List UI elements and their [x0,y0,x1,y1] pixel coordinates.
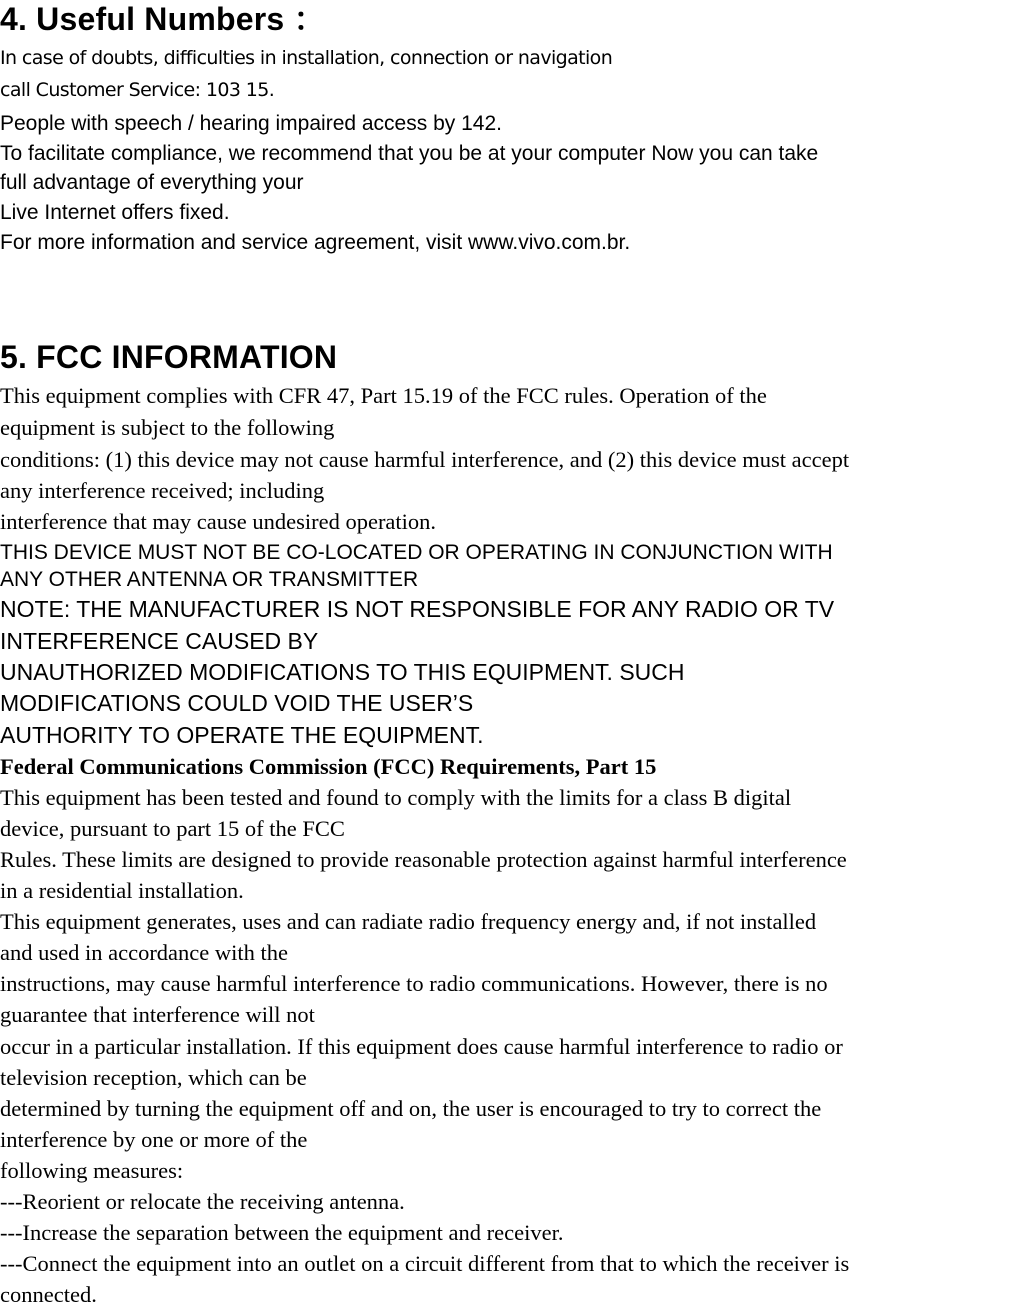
body-line: any interference received; including [0,478,325,503]
colocation-warning-line: THIS DEVICE MUST NOT BE CO-LOCATED OR OPERATING IN CONJUNCTION WITH [0,541,833,564]
body-line: equipment is subject to the following [0,415,335,440]
body-line: and used in accordance with the [0,940,289,965]
body-line: To facilitate compliance, we recommend that you be at your computer Now you can take [0,142,819,165]
body-line: This equipment has been tested and found to comply with the limits for a class B digital [0,785,792,810]
body-line: connected. [0,1282,97,1304]
body-line: in a residential installation. [0,878,244,903]
body-line: call Customer Service: 103 15. [0,79,275,101]
body-line: occur in a particular installation. If this equipment does cause harmful interference to radio or [0,1034,843,1059]
body-line: People with speech / hearing impaired access by 142. [0,112,502,135]
measure-item: ---Connect the equipment into an outlet on a circuit different from that to which the receiver is [0,1251,850,1276]
body-line: following measures: [0,1158,184,1183]
body-line: full advantage of everything your [0,171,304,194]
fcc-requirements-heading: Federal Communications Commission (FCC) Requirements, Part 15 [0,754,657,779]
measure-item: ---Increase the separation between the equipment and receiver. [0,1220,564,1245]
colocation-warning-line: ANY OTHER ANTENNA OR TRANSMITTER [0,568,419,591]
body-line: For more information and service agreement, visit www.vivo.com.br. [0,231,631,254]
body-line: instructions, may cause harmful interference to radio communications. However, there is no [0,971,828,996]
body-line: This equipment complies with CFR 47, Part 15.19 of the FCC rules. Operation of the [0,383,767,408]
body-line: This equipment generates, uses and can radiate radio frequency energy and, if not installed [0,909,817,934]
body-line: guarantee that interference will not [0,1002,315,1027]
body-line: interference that may cause undesired operation. [0,509,437,534]
body-line: television reception, which can be [0,1065,307,1090]
body-line: interference by one or more of the [0,1127,308,1152]
body-line: device, pursuant to part 15 of the FCC [0,816,345,841]
body-line: determined by turning the equipment off and on, the user is encouraged to try to correct the [0,1096,822,1121]
section-5-heading: 5. FCC INFORMATION [0,339,338,375]
manufacturer-note-line: NOTE: THE MANUFACTURER IS NOT RESPONSIBLE FOR ANY RADIO OR TV [0,596,835,622]
measure-item: ---Reorient or relocate the receiving antenna. [0,1189,405,1214]
section-4-heading: 4. Useful Numbers ： [0,1,326,37]
manufacturer-note-line: MODIFICATIONS COULD VOID THE USER’S [0,690,474,716]
manufacturer-note-line: UNAUTHORIZED MODIFICATIONS TO THIS EQUIPMENT. SUCH [0,659,685,685]
body-line: Rules. These limits are designed to provide reasonable protection against harmful interference [0,847,847,872]
manufacturer-note-line: INTERFERENCE CAUSED BY [0,628,319,654]
manufacturer-note-line: AUTHORITY TO OPERATE THE EQUIPMENT. [0,722,484,748]
body-line: In case of doubts, difficulties in installation, connection or navigation [0,47,613,69]
body-line: conditions: (1) this device may not cause harmful interference, and (2) this device must accept [0,447,850,472]
body-line: Live Internet offers fixed. [0,201,230,224]
